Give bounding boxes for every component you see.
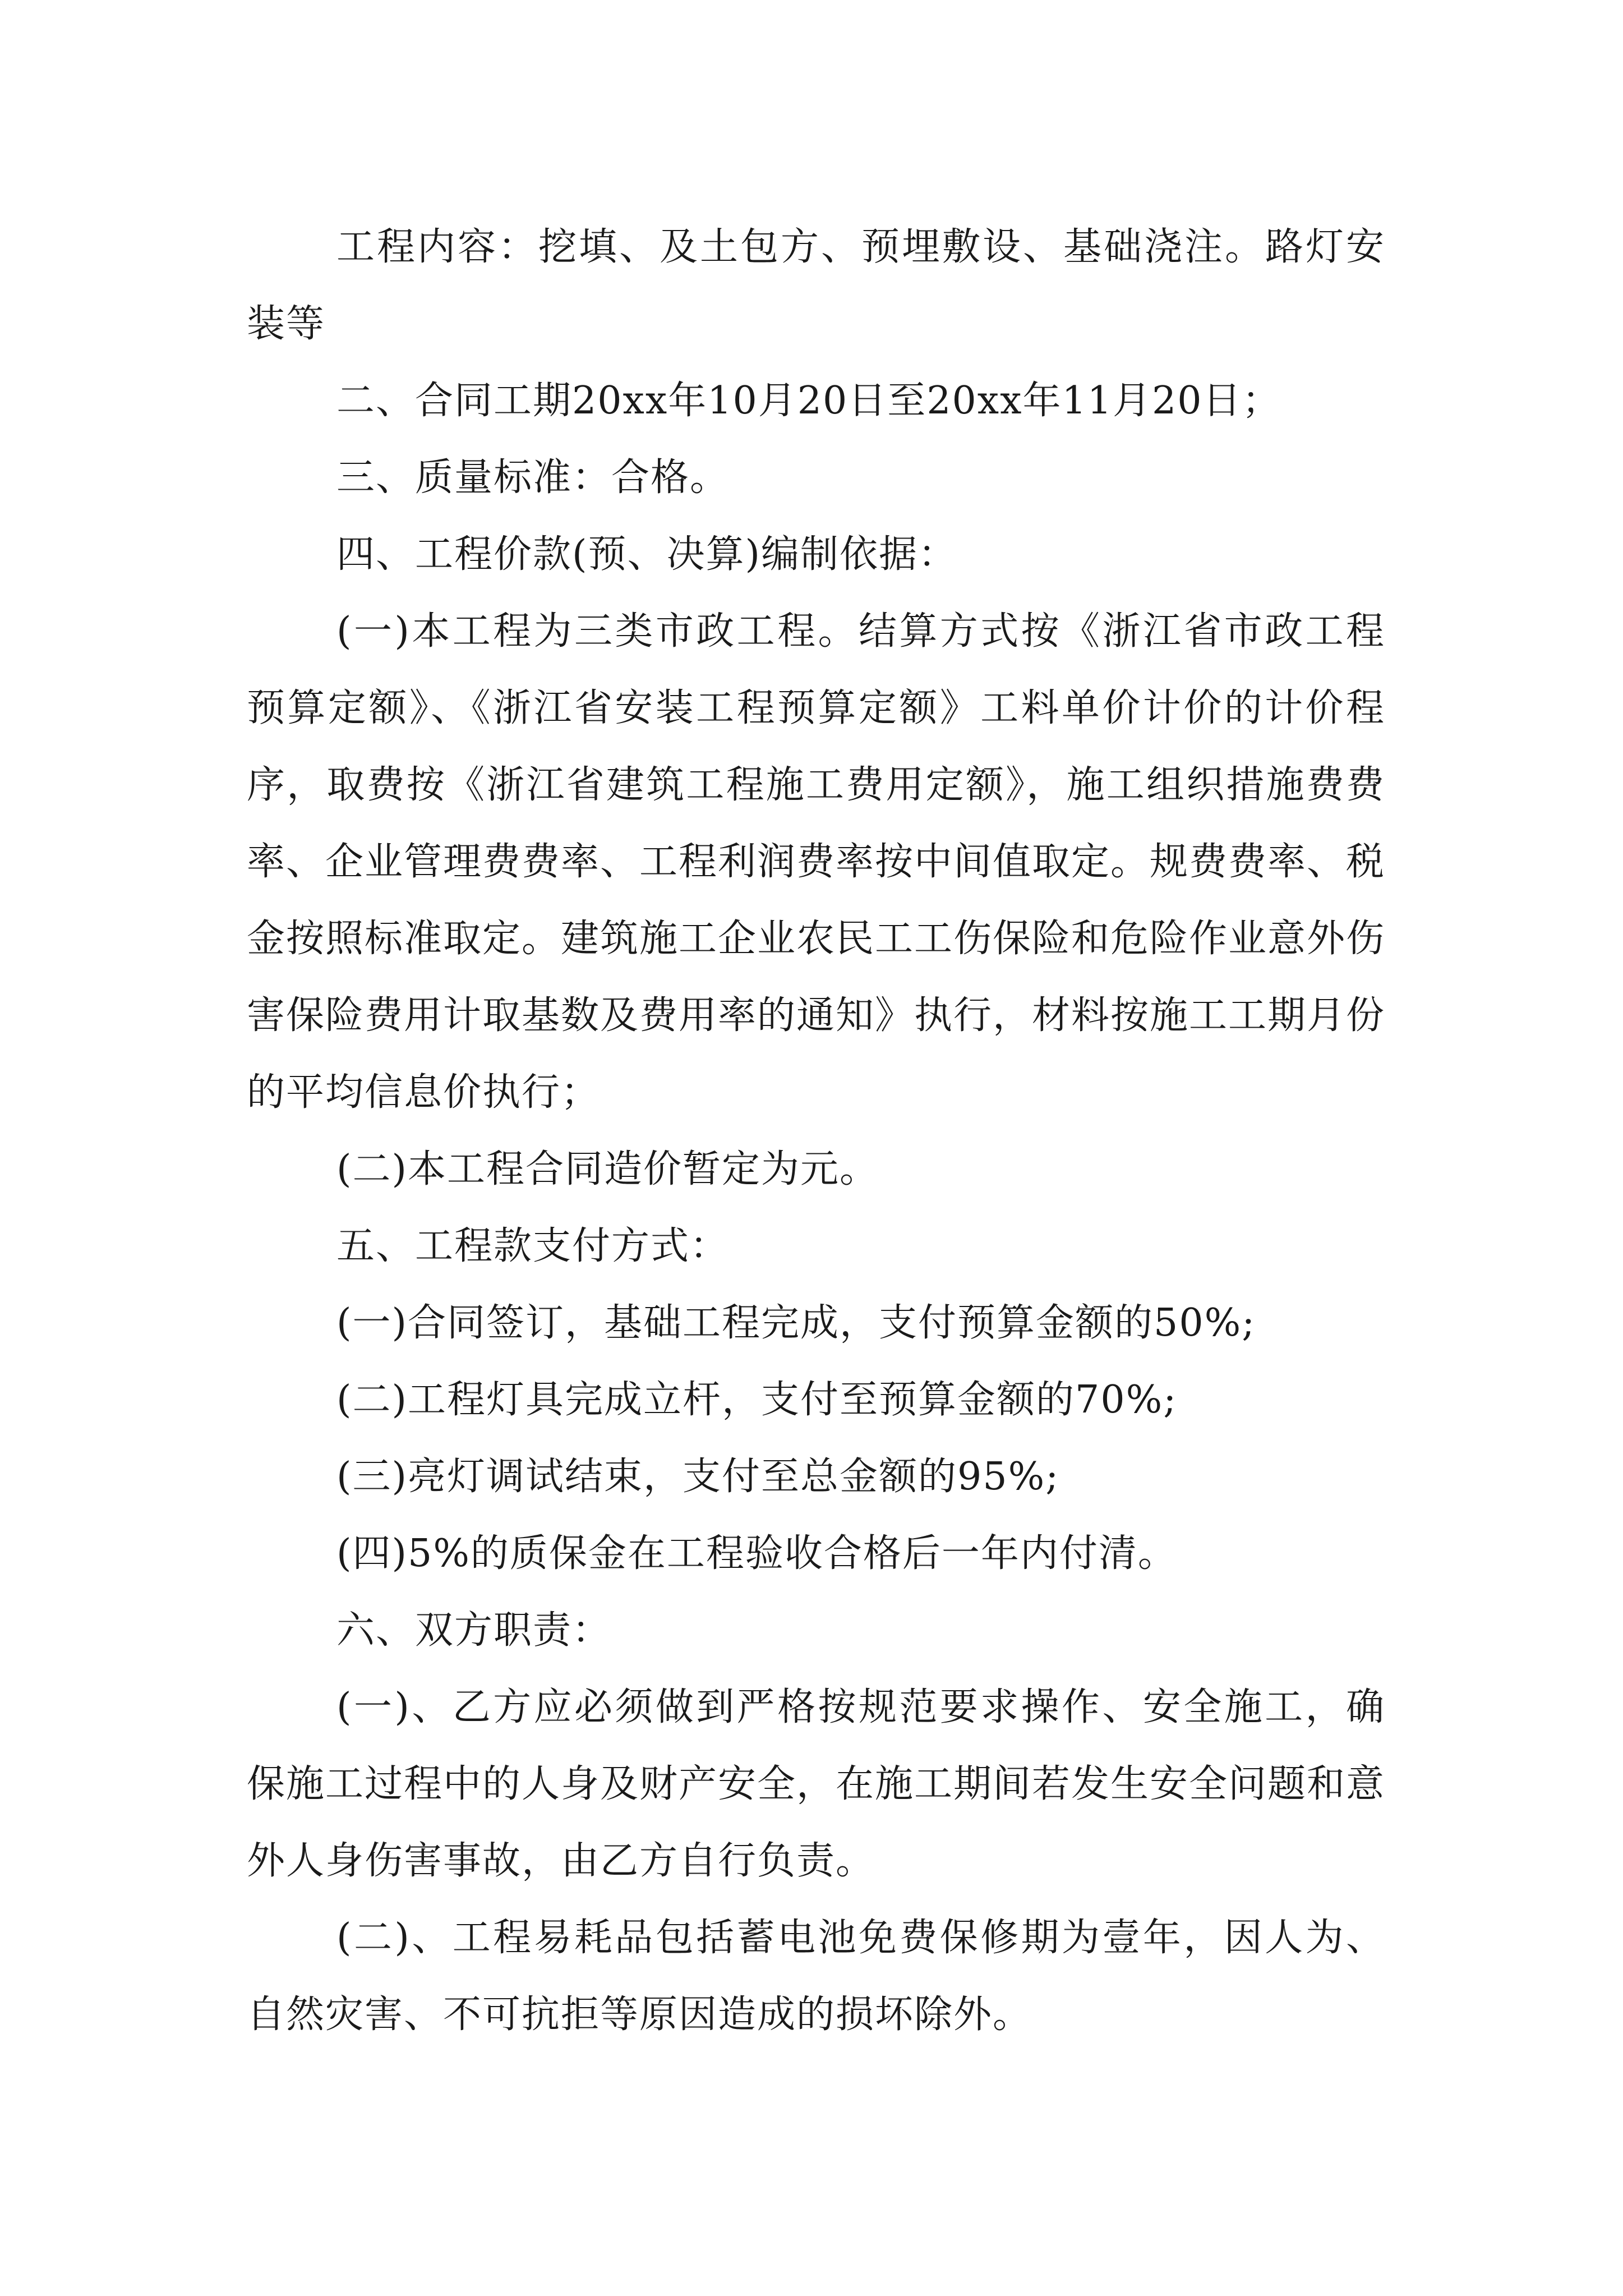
paragraph-payment-heading: 五、工程款支付方式： [336, 1224, 730, 1268]
paragraph-contract-period: 二、合同工期20xx年10月20日至20xx年11月20日； [336, 379, 1281, 423]
paragraph-quality-standard: 三、质量标准：合格。 [336, 455, 730, 500]
paragraph-payment-4: (四)5%的质保金在工程验收合格后一年内付清。 [336, 1531, 1177, 1576]
paragraph-duties-1: (一)、乙方应必须做到严格按规范要求操作、安全施工，确保施工过程中的人身及财产安全，在施工期间若发生安全问题和意外人身伤害事故，由乙方自行负责。 [247, 1685, 1386, 1883]
paragraph-pricing-basis-2: (二)本工程合同造价暂定为元。 [336, 1147, 879, 1191]
paragraph-duties-2: (二)、工程易耗品包括蓄电池免费保修期为壹年，因人为、自然灾害、不可抗拒等原因造成的损坏除外。 [247, 1916, 1385, 2037]
paragraph-scope: 工程内容：挖填、及土包方、预埋敷设、基础浇注。路灯安装等 [247, 225, 1385, 346]
paragraph-payment-1: (一)合同签订，基础工程完成，支付预算金额的50%; [336, 1301, 1256, 1345]
paragraph-pricing-basis-heading: 四、工程价款(预、决算)编制依据： [336, 532, 958, 577]
document-body [247, 209, 1385, 2053]
paragraph-duties-heading: 六、双方职责： [336, 1608, 612, 1653]
paragraph-payment-3: (三)亮灯调试结束，支付至总金额的95%; [336, 1455, 1060, 1499]
paragraph-payment-2: (二)工程灯具完成立杆，支付至预算金额的70%; [336, 1378, 1178, 1422]
paragraph-pricing-basis-1: (一)本工程为三类市政工程。结算方式按《浙江省市政工程预算定额》、《浙江省安装工程预算定额》工料单价计价的计价程序，取费按《浙江省建筑工程施工费用定额》，施工组织措施费费率、企业管理费费率、工程利润费率按中间值取定。规费费率、税金按照标准取定。建筑施工企业农民工工伤保险和危险作业意外伤害保险费用计取基数及费用率的通知》执行，材料按施工工期月份的平均信息价执行； [247, 609, 1386, 1115]
